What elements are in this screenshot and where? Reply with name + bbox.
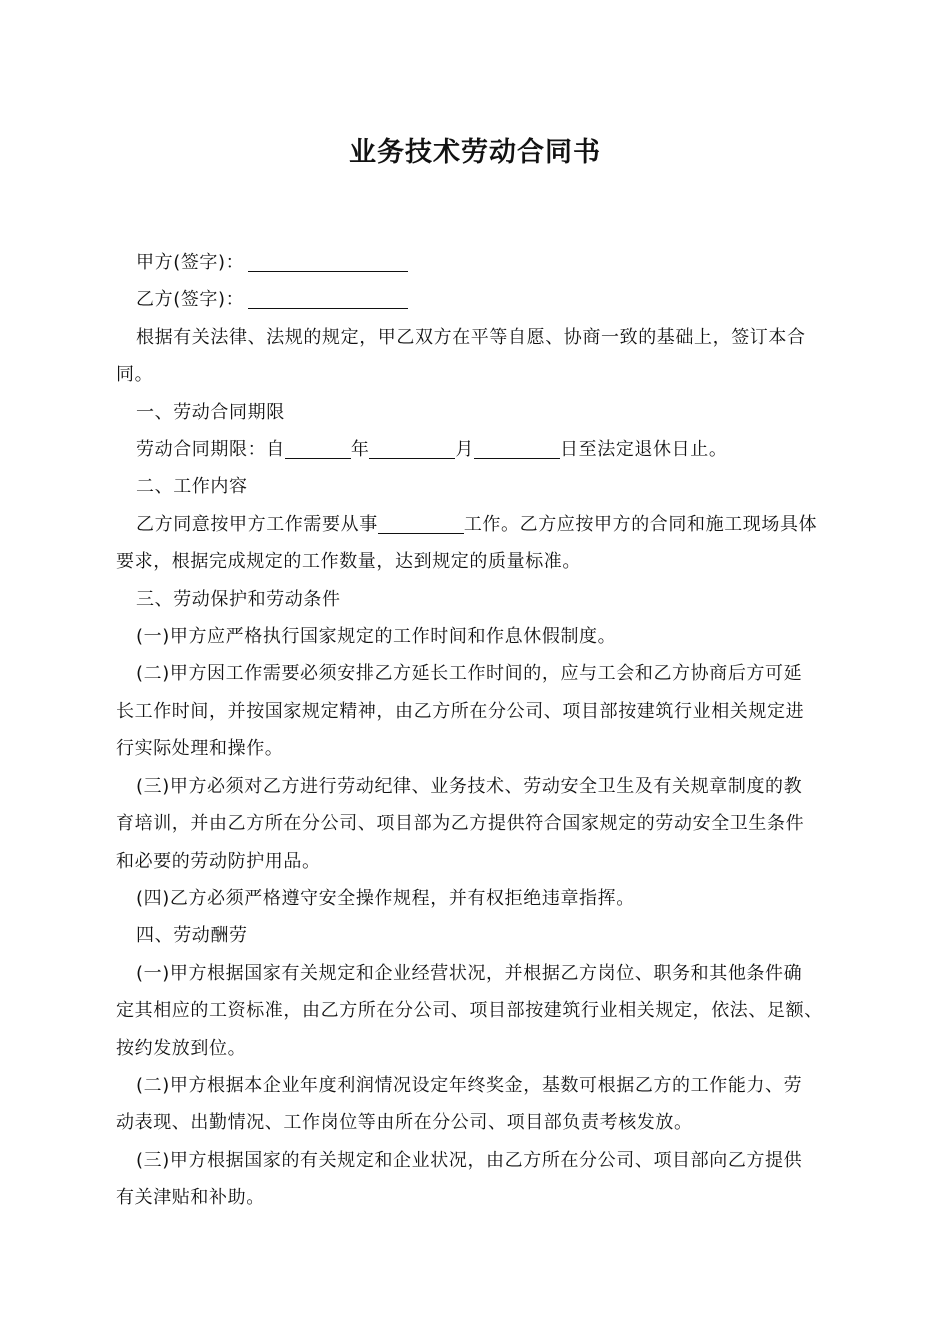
clause-line: 有关津贴和补助。	[116, 1187, 265, 1209]
section-heading: 二、工作内容	[136, 476, 248, 498]
clause-line: 育培训，并由乙方所在分公司、项目部为乙方提供符合国家规定的劳动安全卫生条件	[116, 813, 805, 835]
clause-line: 和必要的劳动防护用品。	[116, 850, 321, 872]
clause-line: (二)甲方因工作需要必须安排乙方延长工作时间的，应与工会和乙方协商后方可延	[136, 663, 803, 685]
contract-body	[116, 244, 838, 1217]
party-b-label: 乙方(签字)：	[136, 289, 245, 311]
party-b-signature-line	[116, 281, 838, 318]
clause-line: (四)乙方必须严格遵守安全操作规程，并有权拒绝违章指挥。	[136, 887, 635, 909]
term-month-label: 月	[455, 439, 475, 461]
work-prefix: 乙方同意按甲方工作需要从事	[136, 513, 378, 535]
work-content-line	[116, 506, 838, 543]
document-title: 业务技术劳动合同书	[349, 137, 601, 168]
work-suffix: 工作。乙方应按甲方的合同和施工现场具体	[463, 513, 818, 535]
term-suffix: 日至法定退休日止。	[560, 439, 728, 461]
intro-text-line: 同。	[116, 364, 154, 386]
party-b-signature-blank[interactable]	[248, 288, 408, 309]
party-a-label: 甲方(签字)：	[136, 252, 245, 273]
section-heading: 一、劳动合同期限	[136, 401, 285, 423]
clause-line: (一)甲方应严格执行国家规定的工作时间和作息休假制度。	[136, 626, 617, 648]
clause-line: (二)甲方根据本企业年度利润情况设定年终奖金，基数可根据乙方的工作能力、劳	[136, 1074, 803, 1096]
term-day-blank[interactable]	[474, 438, 560, 459]
term-year-blank[interactable]	[285, 438, 351, 459]
term-year-label: 年	[350, 439, 370, 461]
party-a-signature-line	[116, 244, 838, 281]
contract-term-line	[116, 431, 838, 468]
clause-line: 长工作时间，并按国家规定精神，由乙方所在分公司、项目部按建筑行业相关规定进	[116, 700, 805, 722]
section-heading: 三、劳动保护和劳动条件	[136, 588, 341, 610]
work-content-line: 要求，根据完成规定的工作数量，达到规定的质量标准。	[116, 551, 581, 573]
party-a-signature-blank[interactable]	[248, 251, 408, 272]
intro-text-line: 根据有关法律、法规的规定，甲乙双方在平等自愿、协商一致的基础上，签订本合	[136, 326, 806, 348]
work-type-blank[interactable]	[378, 513, 464, 534]
clause-line: 动表现、出勤情况、工作岗位等由所在分公司、项目部负责考核发放。	[116, 1112, 693, 1134]
clause-line: 定其相应的工资标准，由乙方所在分公司、项目部按建筑行业相关规定，依法、足额、	[116, 1000, 823, 1022]
clause-line: 按约发放到位。	[116, 1037, 247, 1059]
clause-line: 行实际处理和操作。	[116, 738, 284, 760]
term-prefix: 劳动合同期限：自	[136, 439, 285, 461]
section-heading: 四、劳动酬劳	[136, 925, 248, 947]
clause-line: (三)甲方必须对乙方进行劳动纪律、业务技术、劳动安全卫生及有关规章制度的教	[136, 775, 803, 797]
clause-line: (三)甲方根据国家的有关规定和企业状况，由乙方所在分公司、项目部向乙方提供	[136, 1149, 803, 1171]
term-month-blank[interactable]	[369, 438, 455, 459]
clause-line: (一)甲方根据国家有关规定和企业经营状况，并根据乙方岗位、职务和其他条件确	[136, 962, 803, 984]
